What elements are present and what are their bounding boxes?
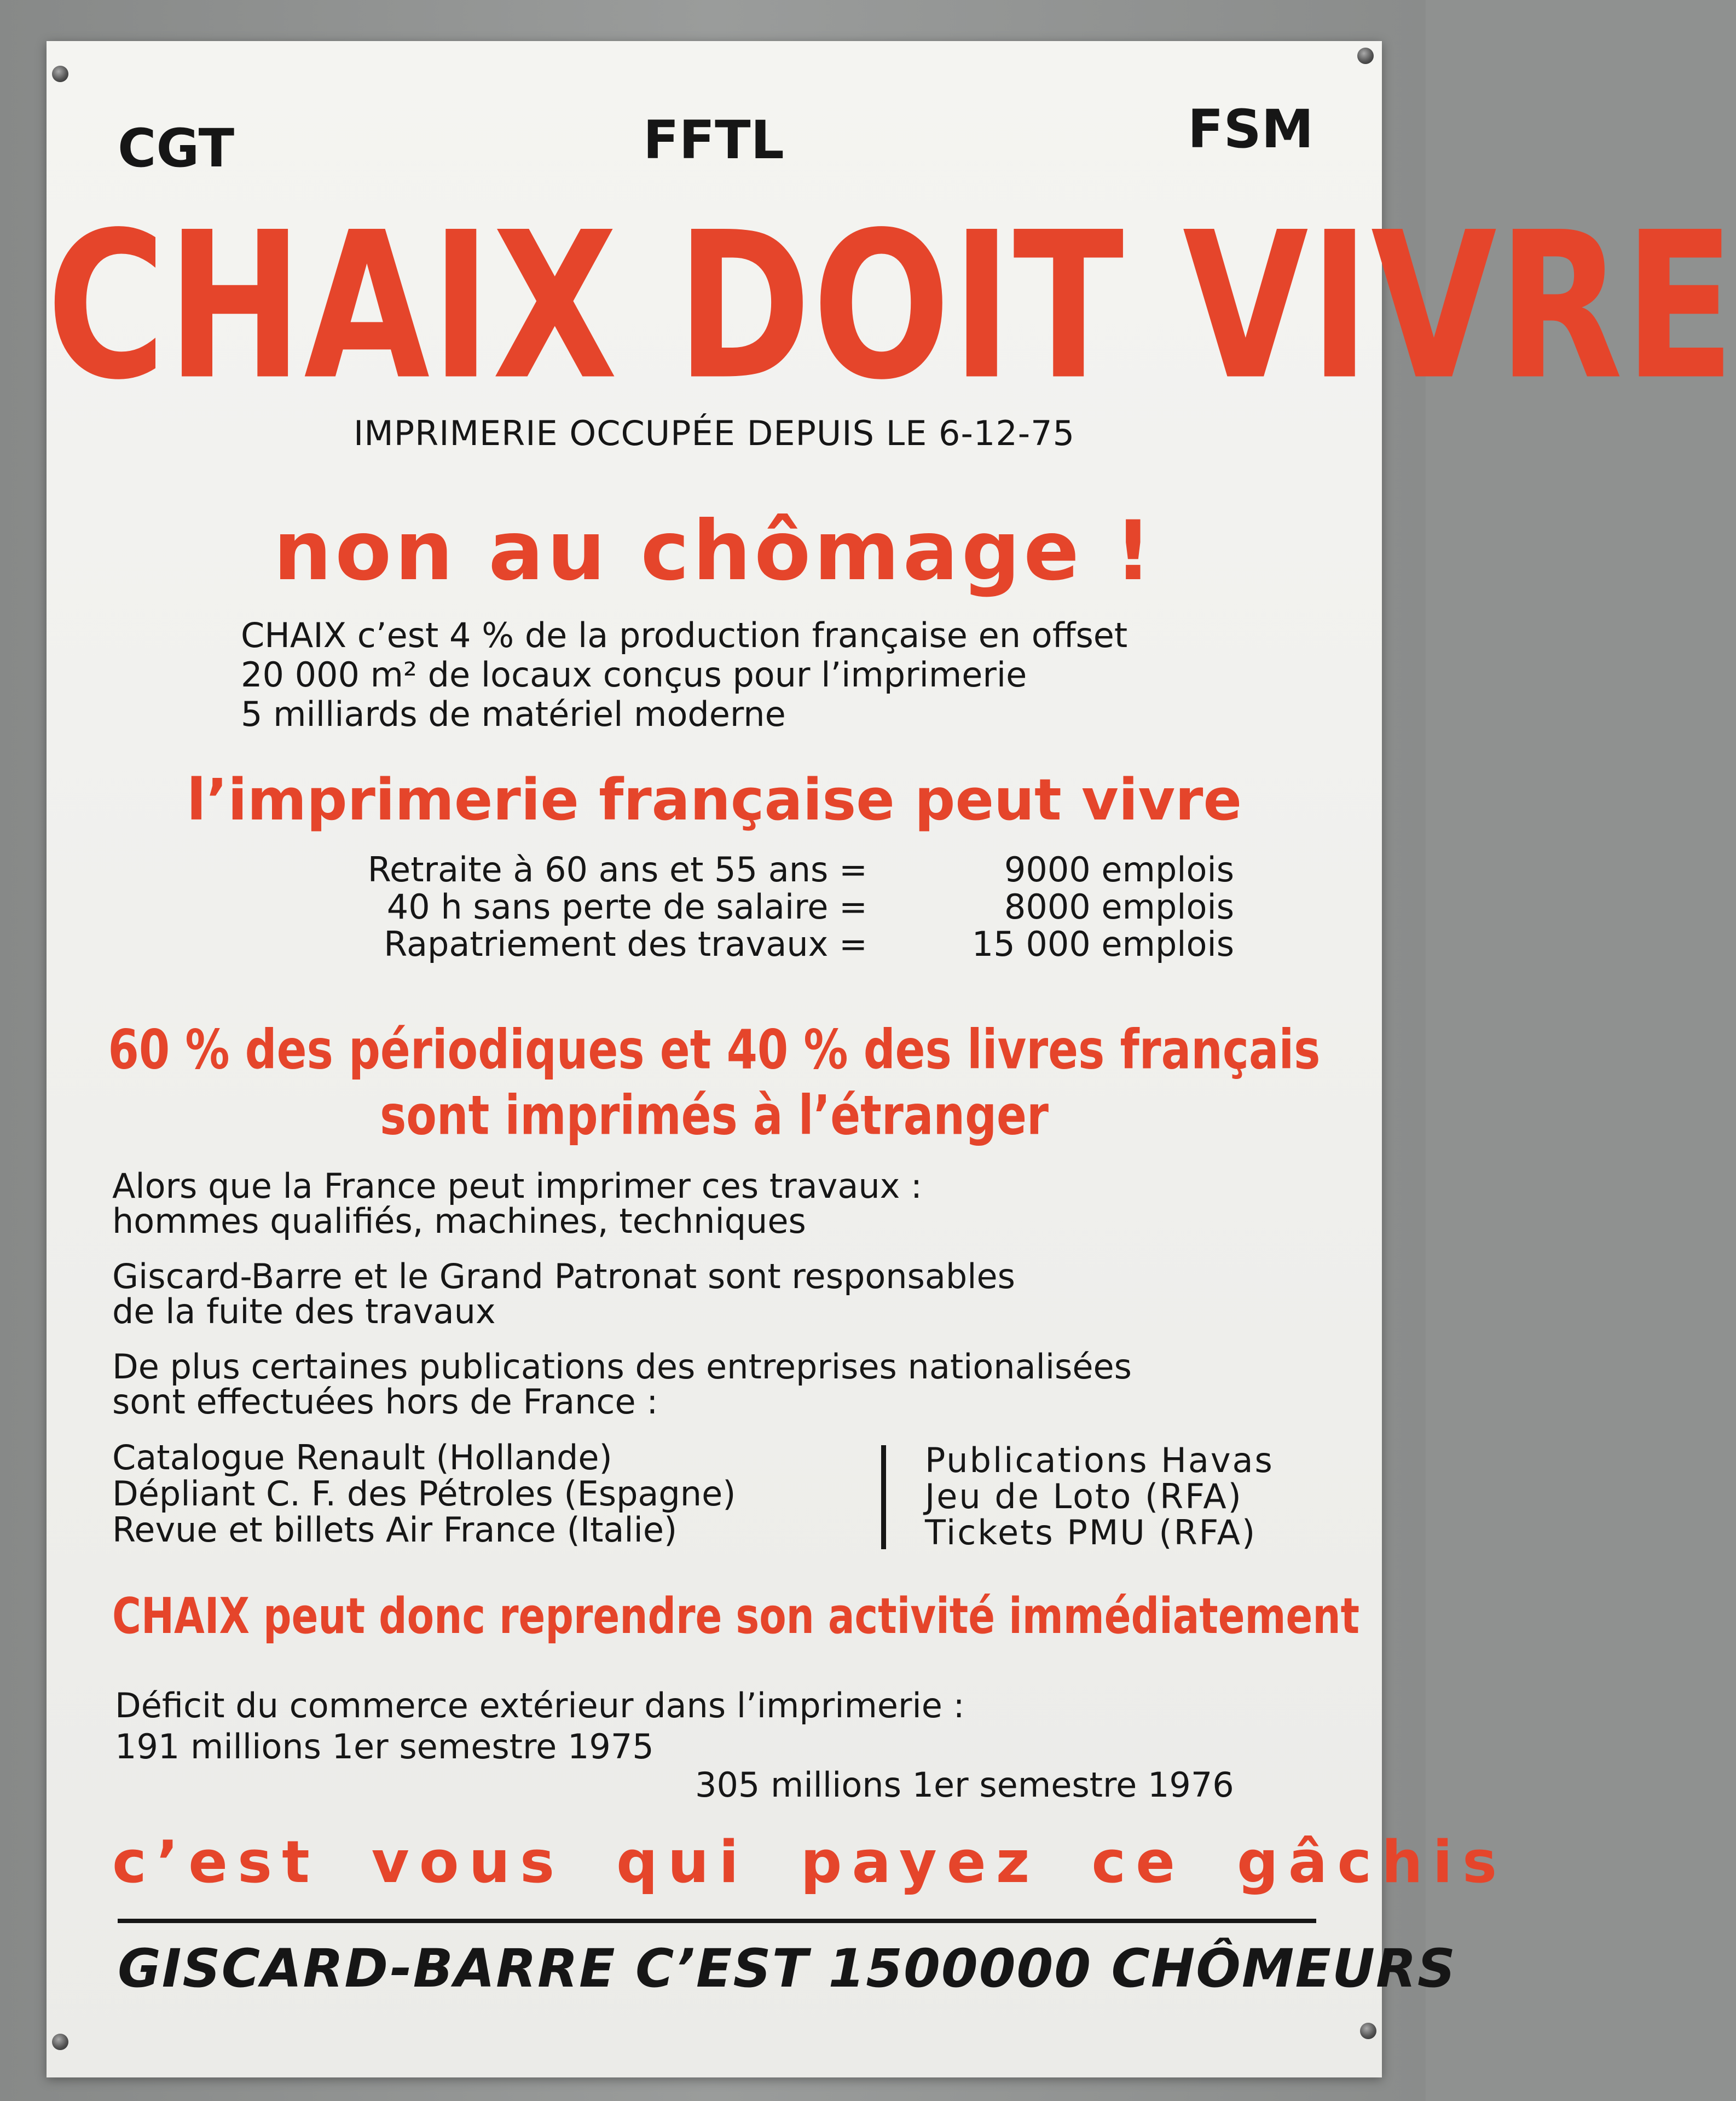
slogan-waste: c’est vous qui payez ce gâchis	[112, 1828, 1507, 1896]
main-title: CHAIX DOIT VIVRE	[47, 188, 1736, 424]
jobs-label: Retraite à 60 ans et 55 ans =	[367, 850, 867, 890]
jobs-value: 9000 emplois	[1004, 850, 1234, 890]
slogan-unemployment: non au chômage !	[273, 504, 1155, 599]
footer-rule	[118, 1919, 1316, 1923]
fact-line: CHAIX c’est 4 % de la production française en offset	[241, 615, 1128, 655]
jobs-value: 15 000 emplois	[971, 924, 1234, 964]
paragraph-1	[112, 1166, 922, 1241]
paragraph-3	[112, 1347, 1132, 1422]
publications-left	[112, 1440, 736, 1548]
jobs-labels	[156, 851, 867, 963]
union-fsm: FSM	[1188, 99, 1314, 160]
paragraph-line: Giscard-Barre et le Grand Patronat sont responsables	[112, 1256, 1015, 1296]
paragraph-2	[112, 1256, 1015, 1331]
fact-line: 5 milliards de matériel moderne	[241, 694, 786, 734]
union-fftl: FFTL	[643, 109, 784, 171]
pin-bottom-left	[52, 2034, 68, 2050]
pin-top-left	[52, 66, 68, 82]
jobs-values	[867, 851, 1234, 963]
deficit-intro: Déficit du commerce extérieur dans l’imprimerie :	[115, 1686, 965, 1725]
publication-item: Publications Havas	[925, 1440, 1274, 1480]
heading-abroad-line-2: sont imprimés à l’étranger	[380, 1084, 1049, 1147]
deficit-line-1976: 305 millions 1er semestre 1976	[695, 1765, 1234, 1805]
jobs-label: 40 h sans perte de salaire =	[386, 887, 867, 927]
pin-top-right	[1357, 48, 1374, 64]
subtitle: IMPRIMERIE OCCUPÉE DEPUIS LE 6-12-75	[353, 413, 1075, 453]
union-cgt: CGT	[118, 118, 235, 179]
publication-item: Jeu de Loto (RFA)	[925, 1476, 1243, 1516]
heading-printing: l’imprimerie française peut vivre	[186, 766, 1242, 833]
paragraph-line: Alors que la France peut imprimer ces travaux :	[112, 1166, 922, 1206]
footer-slogan: GISCARD-BARRE C’EST 1500000 CHÔMEURS	[118, 1938, 1457, 1999]
publication-item: Catalogue Renault (Hollande)	[112, 1438, 612, 1477]
poster	[47, 41, 1736, 2077]
jobs-label: Rapatriement des travaux =	[384, 924, 867, 964]
heading-resume: CHAIX peut donc reprendre son activité immédiatement	[112, 1588, 1360, 1645]
paragraph-line: de la fuite des travaux	[112, 1291, 496, 1331]
publication-item: Tickets PMU (RFA)	[925, 1513, 1257, 1552]
publications-divider	[881, 1445, 886, 1549]
heading-abroad-line-1: 60 % des périodiques et 40 % des livres français	[108, 1018, 1321, 1082]
publication-item: Dépliant C. F. des Pétroles (Espagne)	[112, 1474, 736, 1514]
paragraph-line: sont effectuées hors de France :	[112, 1382, 658, 1422]
pin-bottom-right	[1360, 2023, 1376, 2039]
facts-block	[241, 616, 1127, 734]
deficit-line-1975: 191 millions 1er semestre 1975	[115, 1727, 654, 1767]
jobs-value: 8000 emplois	[1004, 887, 1234, 927]
paragraph-line: De plus certaines publications des entreprises nationalisées	[112, 1347, 1132, 1387]
paragraph-line: hommes qualifiés, machines, techniques	[112, 1201, 806, 1241]
publication-item: Revue et billets Air France (Italie)	[112, 1510, 678, 1550]
fact-line: 20 000 m² de locaux conçus pour l’imprimerie	[241, 655, 1027, 695]
publications-right	[925, 1442, 1274, 1551]
